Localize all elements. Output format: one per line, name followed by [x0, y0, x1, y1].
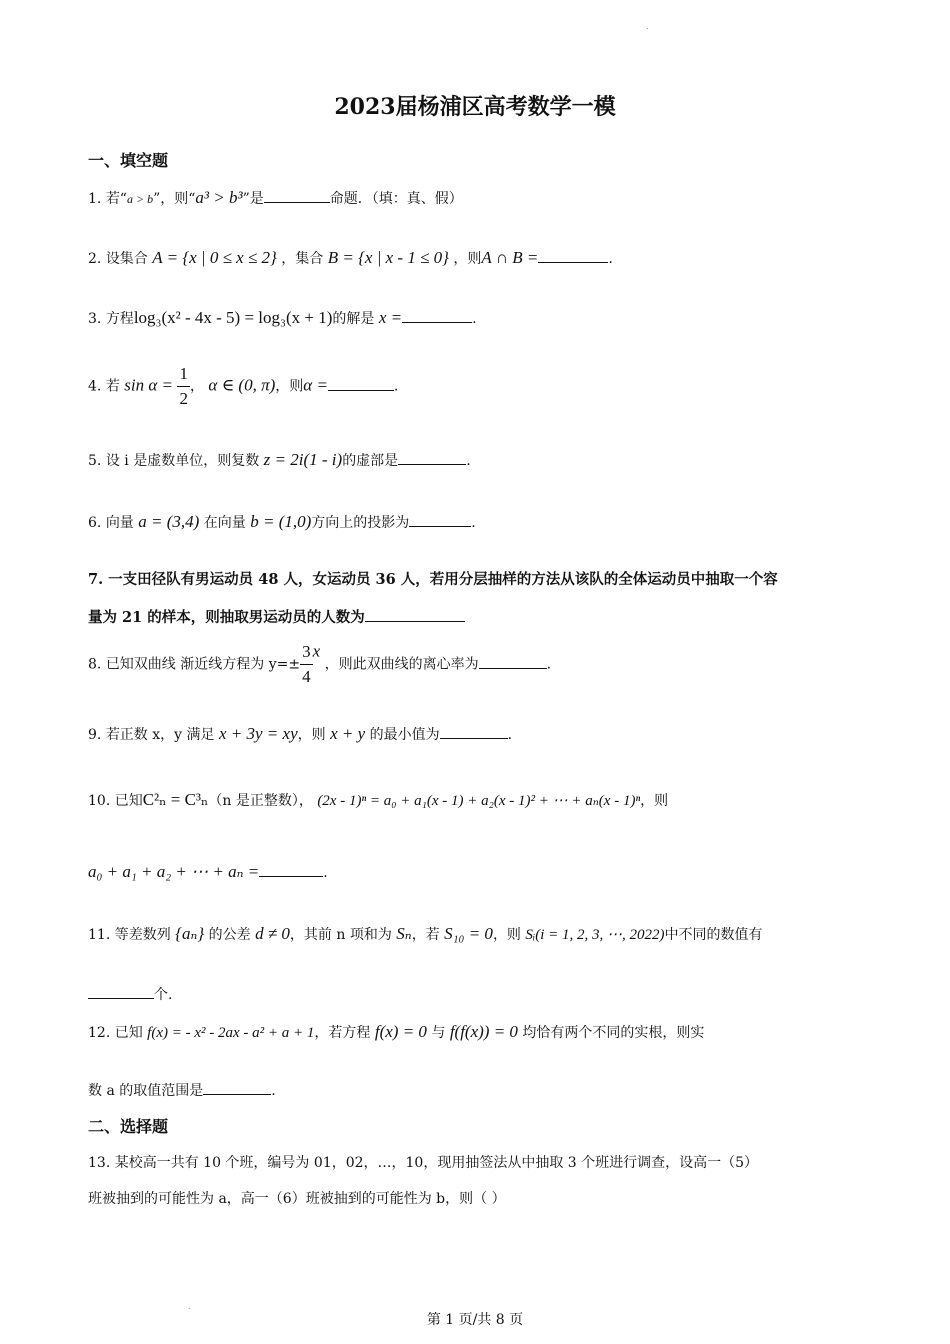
- section-fill-in: 一、填空题: [88, 151, 169, 170]
- question-12-line-2: 数 a 的取值范围是 .: [88, 1080, 276, 1100]
- question-9: 9. 若正数 x，y 满足 x + 3y = xy，则 x + y 的最小值为 .: [88, 724, 513, 743]
- page-footer: 第 1 页/共 8 页: [426, 1312, 524, 1328]
- answer-blank[interactable]: [479, 654, 547, 669]
- section-choice: 二、选择题: [88, 1117, 169, 1136]
- answer-blank[interactable]: [203, 1080, 271, 1095]
- question-5: 5. 设 i 是虚数单位，则复数 z = 2i(1 - i)的虚部是 .: [88, 450, 471, 469]
- question-13-line-1: 13. 某校高一共有 10 个班，编号为 01，02，…，10，现用抽签法从中抽取 3 个班进行调查，设高一（5）: [88, 1155, 759, 1171]
- question-7-line-1: 7. 一支田径队有男运动员 48 人，女运动员 36 人，若用分层抽样的方法从该队的全体运动员中抽取一个容: [88, 571, 778, 588]
- answer-blank[interactable]: [259, 862, 323, 877]
- question-10-line-2: a₀ + a₁ + a₂ + ⋯ + aₙ = .: [88, 862, 328, 881]
- mark-dot: .: [646, 22, 649, 31]
- fraction: $\frac{1}{2}$: [179, 364, 188, 408]
- answer-blank[interactable]: [365, 607, 465, 622]
- question-11: 11. 等差数列 {aₙ} 的公差 d ≠ 0，其前 n 项和为 Sₙ，若 S₁₀ = 0，则 Sᵢ(i = 1, 2, 3, ⋯, 2022)中不同的数值有: [88, 924, 763, 943]
- fraction: $\frac{3}{4}$: [302, 642, 311, 686]
- question-1: 1. 若“a > b”，则“a³ > b³”是 命题．（填：真、假）: [88, 188, 463, 207]
- question-12: 12. 已知 f(x) = - x² - 2ax - a² + a + 1，若方程 f(x) = 0 与 f(f(x)) = 0 均恰有两个不同的实根，则实: [88, 1022, 705, 1041]
- answer-blank[interactable]: [402, 308, 472, 323]
- answer-blank[interactable]: [409, 512, 471, 527]
- question-2: 2. 设集合 A = {x | 0 ≤ x ≤ 2} ，集合 B = {x | x - 1 ≤ 0} ，则A ∩ B = .: [88, 248, 613, 267]
- question-8: 8. 已知双曲线 渐近线方程为 y=± $\frac{3}{4}$ x ，则此双曲线的离心率为 .: [88, 640, 551, 689]
- mark-dot: .: [188, 1302, 191, 1311]
- answer-blank[interactable]: [264, 188, 330, 203]
- question-10: 10. 已知C²ₙ = C³ₙ（n 是正整数）， (2x - 1)ⁿ = a₀ + a₁(x - 1) + a₂(x - 1)² + ⋯ + aₙ(x - 1)ⁿ，则: [88, 790, 669, 809]
- answer-blank[interactable]: [538, 248, 608, 263]
- question-6: 6. 向量 a = (3,4) 在向量 b = (1,0)方向上的投影为 .: [88, 512, 476, 531]
- answer-blank[interactable]: [440, 724, 508, 739]
- answer-blank[interactable]: [88, 984, 154, 999]
- page-title: 2023届杨浦区高考数学一模: [334, 94, 616, 120]
- question-3: 3. 方程log₃(x² - 4x - 5) = log₃(x + 1)的解是 x = .: [88, 308, 477, 327]
- question-11-line-2: 个.: [88, 984, 172, 1004]
- question-4: 4. 若 sin α = $\frac{1}{2}$ ， α ∈ (0, π)，则α = .: [88, 362, 398, 411]
- answer-blank[interactable]: [398, 450, 466, 465]
- answer-blank[interactable]: [328, 376, 394, 391]
- question-7-line-2: 量为 21 的样本，则抽取男运动员的人数为: [88, 606, 465, 627]
- question-13-line-2: 班被抽到的可能性为 a，高一（6）班被抽到的可能性为 b，则（ ）: [88, 1191, 506, 1207]
